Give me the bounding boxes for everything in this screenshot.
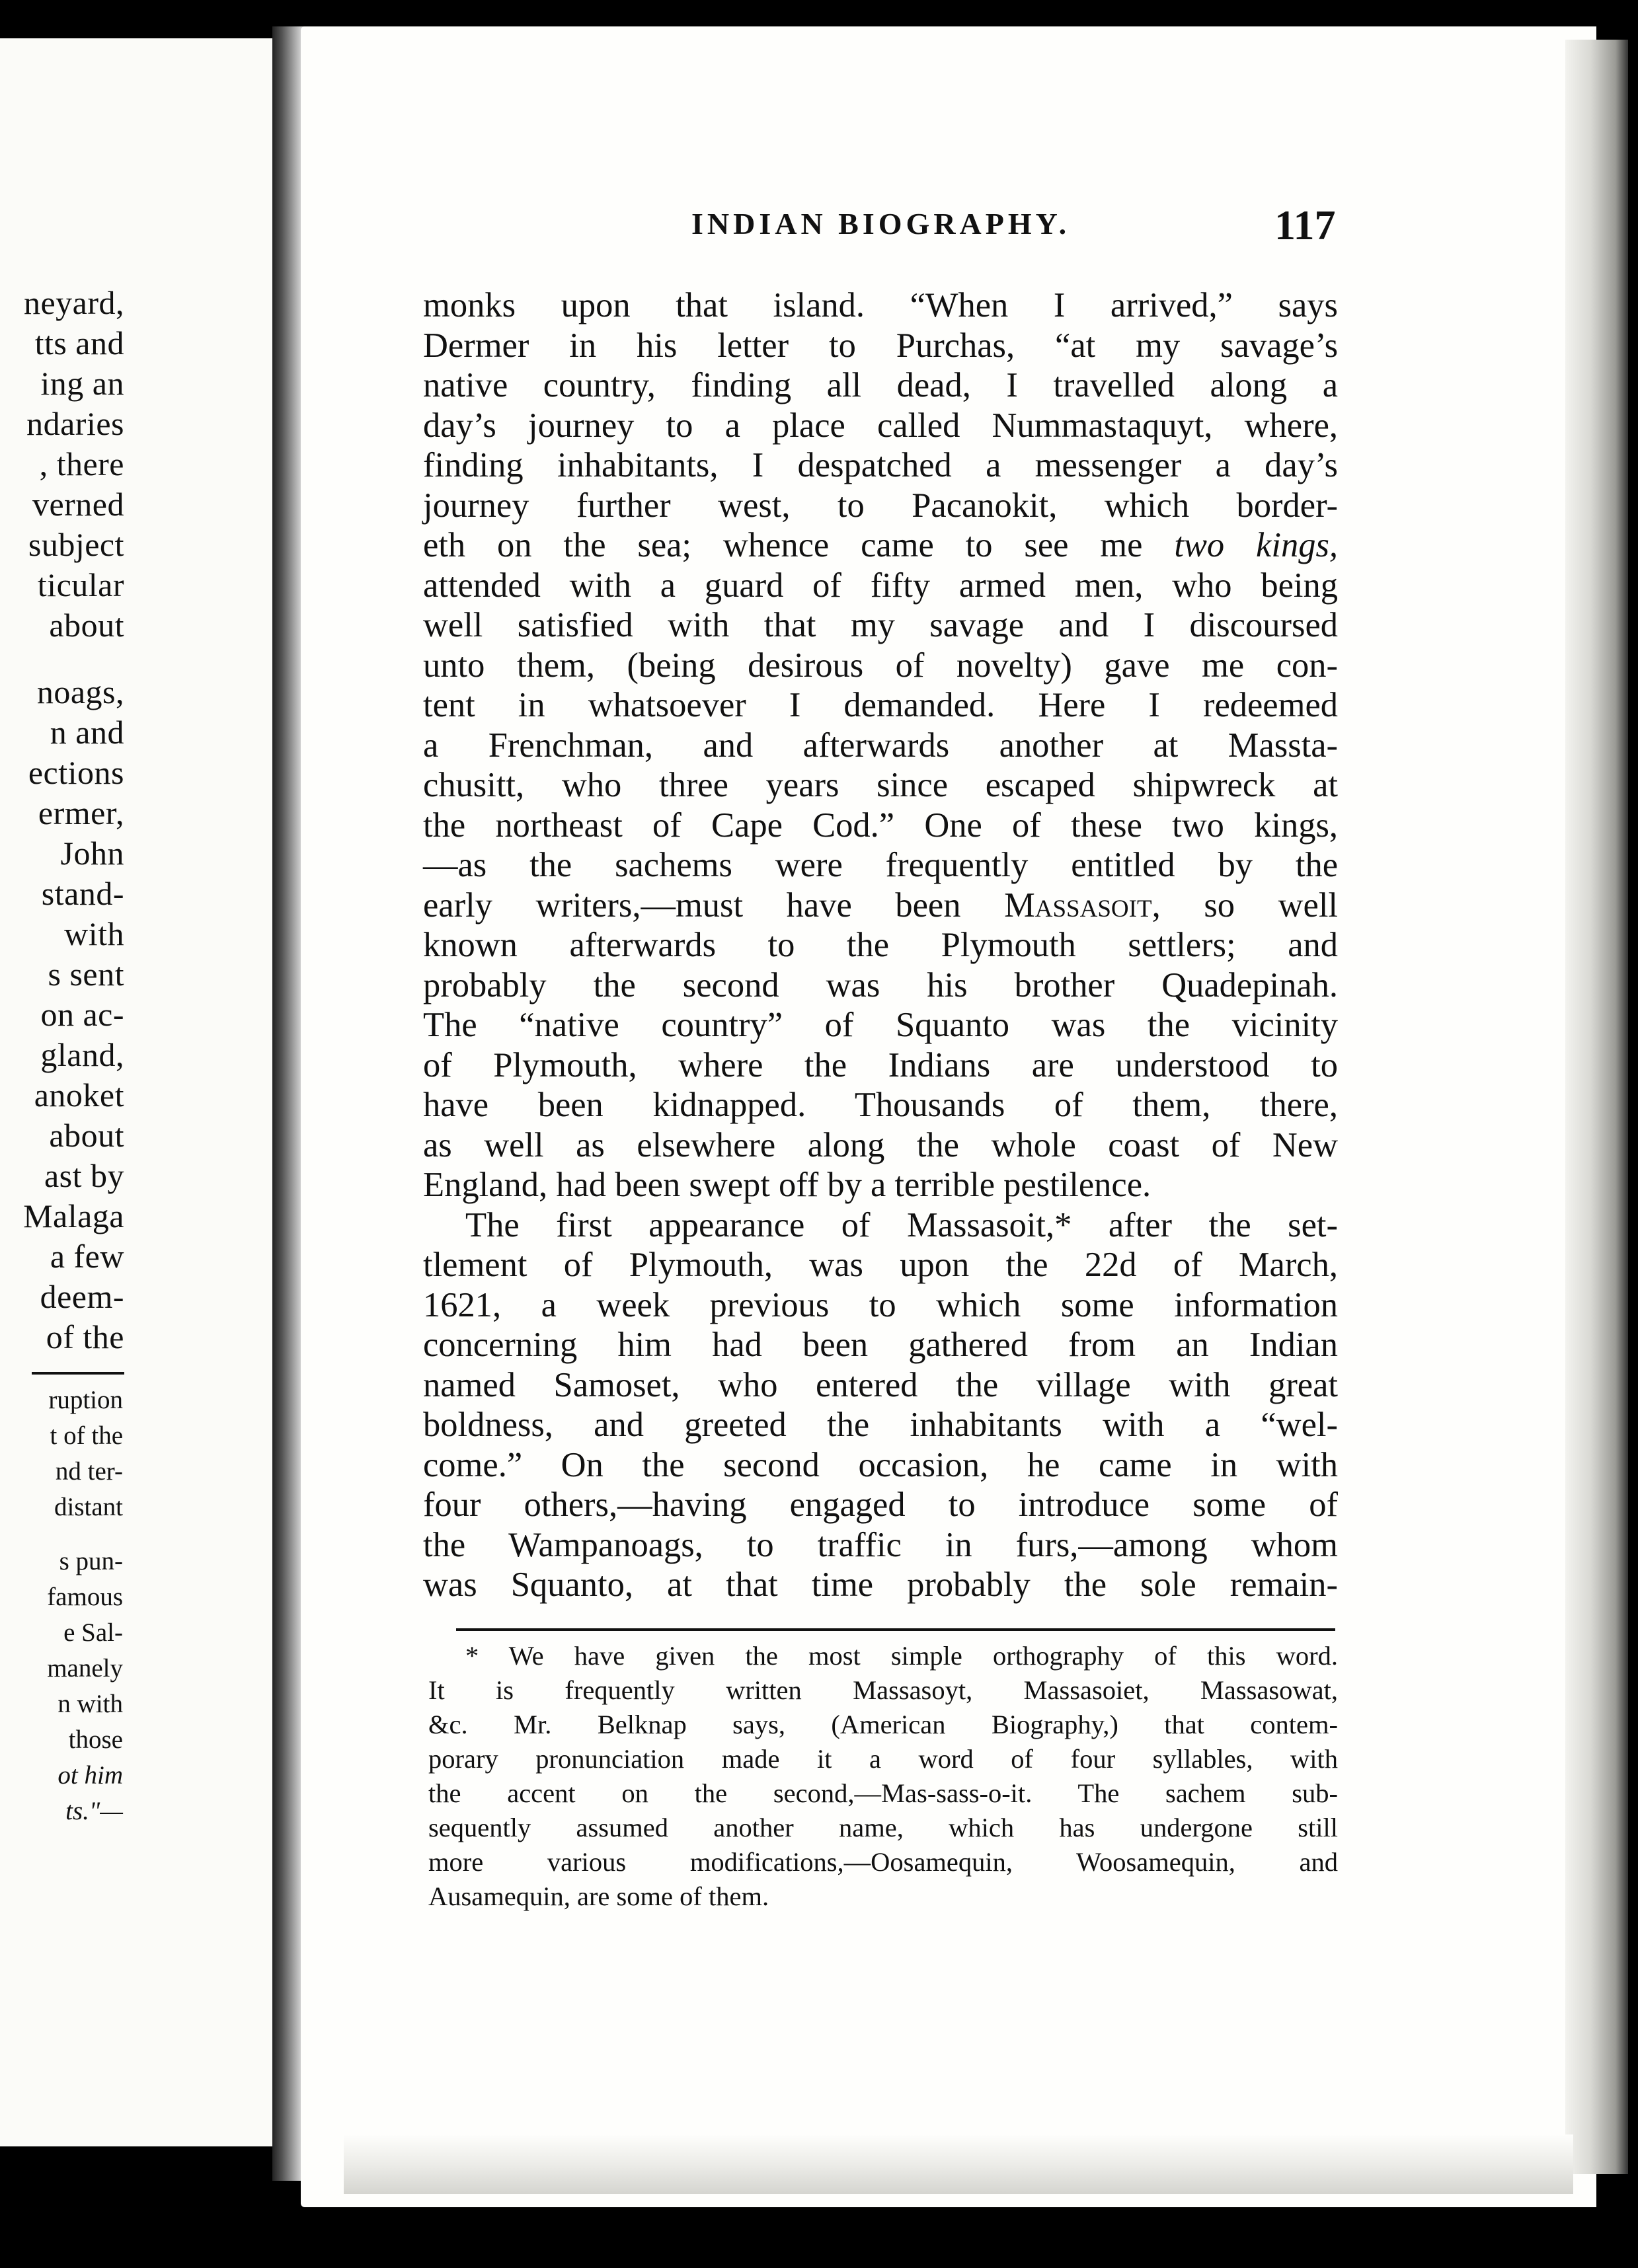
left-page-line: ticular <box>37 566 124 603</box>
footnote-line: &c. Mr. Belknap says, (American Biography,) that contem- <box>428 1710 1338 1739</box>
body-line: a Frenchman, and afterwards another at Massta- <box>423 726 1338 765</box>
left-footnote-line: s pun- <box>59 1547 123 1575</box>
left-page-line: tts and <box>34 324 124 361</box>
body-line <box>423 525 1338 566</box>
footnote-line: * We have given the most simple orthography of this word. <box>465 1641 1338 1671</box>
body-line: The “native country” of Squanto was the vicinity <box>423 1006 1338 1044</box>
left-footnote-rule <box>32 1372 124 1375</box>
body-line: The first appearance of Massasoit,* after the set- <box>465 1205 1338 1244</box>
smallcaps-name: Massasoit, <box>1004 886 1161 925</box>
left-page-line: with <box>64 915 124 952</box>
left-page-line: ing an <box>40 365 124 402</box>
body-line: unto them, (being desirous of novelty) gave me con- <box>423 646 1338 685</box>
left-page-line: a few <box>50 1238 124 1275</box>
left-page-line: noags, <box>36 673 124 710</box>
body-line: attended with a guard of fifty armed men, who being <box>423 566 1338 605</box>
left-footnote-line: ruption <box>48 1386 123 1414</box>
left-page-line: John <box>60 835 124 872</box>
body-line: well satisfied with that my savage and I discoursed <box>423 606 1338 644</box>
left-page-line: about <box>49 1117 124 1154</box>
left-page-line: Malaga <box>23 1197 124 1234</box>
italic-phrase: two kings, <box>1174 526 1338 564</box>
body-line: concerning him had been gathered from an Indian <box>423 1326 1338 1364</box>
left-footnote-line: those <box>68 1725 123 1754</box>
body-line: native country, finding all dead, I travelled along a <box>423 366 1338 404</box>
left-page-line: ections <box>28 754 124 791</box>
body-line: monks upon that island. “When I arrived,” says <box>423 286 1338 324</box>
left-footnote-line: ot him <box>58 1761 123 1790</box>
left-page-line: subject <box>28 526 124 563</box>
left-page-line: , there <box>39 445 124 482</box>
left-footnote-line: ts."— <box>65 1797 123 1825</box>
running-title: INDIAN BIOGRAPHY. <box>691 207 1071 241</box>
body-line: 1621, a week previous to which some information <box>423 1285 1338 1324</box>
body-line-text: eth on the sea; whence came to see me <box>423 526 1143 564</box>
page-edge-bottom <box>344 2135 1573 2194</box>
left-footnote-line: n with <box>58 1690 123 1718</box>
body-line: of Plymouth, where the Indians are understood to <box>423 1045 1338 1084</box>
left-page-line: stand- <box>41 875 124 912</box>
left-page-line: neyard, <box>23 284 124 321</box>
left-footnote-line: e Sal- <box>63 1618 123 1647</box>
left-page-line: about <box>49 607 124 644</box>
footnote-line: the accent on the second,—Mas-sass-o-it. The sachem sub- <box>428 1778 1338 1808</box>
body-line: England, had been swept off by a terrible pestilence. <box>423 1166 1151 1204</box>
left-page-line: s sent <box>48 956 124 993</box>
footnote-line: sequently assumed another name, which has undergone still <box>428 1813 1338 1842</box>
left-page-line: anoket <box>34 1077 124 1114</box>
footnote-line: more various modifications,—Oosamequin, Woosamequin, and <box>428 1847 1338 1877</box>
body-line: journey further west, to Pacanokit, which border- <box>423 486 1338 525</box>
left-page-fragment <box>0 38 272 2146</box>
body-line: the Wampanoags, to traffic in furs,—among whom <box>423 1525 1338 1564</box>
body-line <box>423 886 1338 926</box>
body-line: was Squanto, at that time probably the sole remain- <box>423 1566 1338 1604</box>
body-line: finding inhabitants, I despatched a messenger a day’s <box>423 446 1338 484</box>
body-line: chusitt, who three years since escaped shipwreck at <box>423 766 1338 804</box>
left-page-line: gland, <box>40 1036 124 1073</box>
footnote-line: Ausamequin, are some of them. <box>428 1881 769 1911</box>
body-line: tent in whatsoever I demanded. Here I redeemed <box>423 686 1338 724</box>
body-line: day’s journey to a place called Nummastaquyt, where, <box>423 406 1338 445</box>
body-line: as well as elsewhere along the whole coast of New <box>423 1125 1338 1164</box>
left-footnote-line: t of the <box>50 1421 123 1450</box>
left-page-line: n and <box>50 714 124 751</box>
body-line: —as the sachems were frequently entitled by the <box>423 846 1338 884</box>
page-number: 117 <box>1274 202 1336 248</box>
body-line: Dermer in his letter to Purchas, “at my savage’s <box>423 326 1338 365</box>
body-line: have been kidnapped. Thousands of them, there, <box>423 1086 1338 1124</box>
body-line: tlement of Plymouth, was upon the 22d of March, <box>423 1246 1338 1284</box>
footnote-line: porary pronunciation made it a word of four syllables, with <box>428 1744 1338 1774</box>
left-footnote-line: nd ter- <box>55 1457 123 1486</box>
footnote <box>428 1639 1338 1914</box>
body-line: named Samoset, who entered the village with great <box>423 1365 1338 1404</box>
left-footnote-line: famous <box>47 1583 123 1611</box>
left-page-line: of the <box>46 1318 124 1355</box>
left-footnote-line: manely <box>47 1654 123 1682</box>
body-line: the northeast of Cape Cod.” One of these two kings, <box>423 806 1338 845</box>
body-line: known afterwards to the Plymouth settlers; and <box>423 926 1338 964</box>
left-page-line: deem- <box>40 1278 124 1315</box>
left-page-line: ast by <box>44 1157 124 1194</box>
footnote-rule <box>456 1628 1335 1631</box>
body-line: probably the second was his brother Quadepinah. <box>423 965 1338 1004</box>
left-page-line: ndaries <box>26 405 124 442</box>
body-line: four others,—having engaged to introduce some of <box>423 1486 1338 1524</box>
body-line: boldness, and greeted the inhabitants with a “wel- <box>423 1406 1338 1444</box>
left-page-line: on ac- <box>40 996 124 1033</box>
page-edge-right <box>1565 40 1628 2174</box>
left-page-line: ermer, <box>38 794 124 831</box>
body-line-text: early writers,—must have been <box>423 886 961 925</box>
body-line-tail: so well <box>1204 886 1338 925</box>
left-page-line: verned <box>32 486 124 523</box>
body-text <box>423 285 1338 1605</box>
body-line: come.” On the second occasion, he came in with <box>423 1445 1338 1484</box>
left-footnote-line: distant <box>54 1493 123 1521</box>
footnote-line: It is frequently written Massasoyt, Massasoiet, Massasowat, <box>428 1675 1338 1705</box>
